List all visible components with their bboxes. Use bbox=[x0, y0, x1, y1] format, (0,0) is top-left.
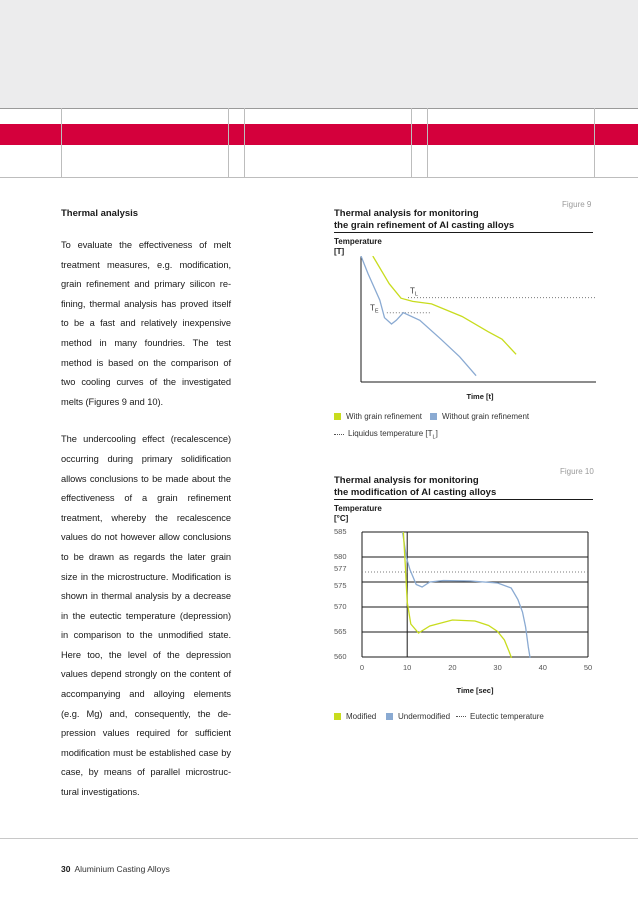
y-tick-label: 560 bbox=[334, 652, 347, 661]
legend-swatch bbox=[334, 413, 341, 420]
legend-label: Liquidus temperature $[T_L]$ bbox=[348, 429, 438, 441]
x-tick-label: 40 bbox=[538, 663, 547, 672]
figure-10-label: Figure 10 bbox=[560, 467, 594, 476]
series-undermodified bbox=[402, 527, 530, 658]
header-divider bbox=[427, 108, 428, 178]
paragraph: The undercooling effect (recalescence) occurring during primary solidification allows conclusions to be made about the effectiveness of a grain refinement treatment, whereby the recalescence values do not however allow conclusions to be drawn as regards the later grain size in the microstructure. Modification is shown in thermal analysis by a decrease in the eutectic temperature (depression) in comparison to the unmodified state. Here too, the level of the depression values depend strongly on the content of accompanying and alloying elements (e.g. Mg) and, consequently, the de-pression values required for sufficient modification must be established case by case, by means of parallel microstruc-tural investigations. bbox=[61, 434, 231, 798]
figure-9-legend-item bbox=[430, 412, 529, 421]
tl-marker: $T_L$ bbox=[410, 286, 418, 298]
figure-9-legend-item bbox=[334, 429, 438, 441]
legend-swatch bbox=[386, 713, 393, 720]
figure-10-title-line: Thermal analysis for monitoring bbox=[334, 475, 479, 486]
y-tick-label: 580 bbox=[334, 552, 347, 561]
figure-10-legend-item bbox=[334, 712, 376, 721]
page-number: 30 bbox=[61, 864, 71, 874]
legend-label: Undermodified bbox=[398, 712, 451, 721]
legend-swatch bbox=[334, 713, 341, 720]
paragraph: To evaluate the effectiveness of melt treatment measures, e.g. modification, grain refinement and primary silicon re-fining, thermal analysis has proved itself to be a fast and relatively inexpensive method in many foundries. The test method is based on the comparison of two cooling curves of the investigated melts (Figures 9 and 10). bbox=[61, 240, 231, 407]
figure-10-title bbox=[334, 475, 496, 499]
figure-10-title-rule bbox=[334, 499, 593, 500]
y-label-line: [T] bbox=[334, 247, 345, 256]
legend-dotted-line bbox=[456, 716, 466, 717]
series-modified bbox=[403, 527, 512, 660]
legend-label: Without grain refinement bbox=[442, 412, 530, 421]
x-axis-label: Time [sec] bbox=[456, 686, 494, 695]
y-tick-label: 565 bbox=[334, 627, 347, 636]
figure-10-legend-item bbox=[386, 712, 450, 721]
figure-9-title bbox=[334, 208, 514, 232]
header-rule-lower bbox=[0, 177, 638, 178]
x-tick-label: 30 bbox=[493, 663, 502, 672]
y-label-line: [°C] bbox=[334, 514, 349, 523]
section-title: Thermal analysis bbox=[61, 208, 139, 219]
header-grey-band bbox=[0, 0, 638, 108]
legend-swatch bbox=[430, 413, 437, 420]
figure-9-y-label bbox=[334, 237, 382, 257]
legend-label: Modified bbox=[346, 712, 377, 721]
legend-label: Eutectic temperature bbox=[470, 712, 544, 721]
figure-10-title-line: the modification of Al casting alloys bbox=[334, 487, 497, 498]
header-divider bbox=[244, 108, 245, 178]
figure-10-legend-item bbox=[456, 712, 544, 721]
header-divider bbox=[61, 108, 62, 178]
header-rule bbox=[0, 108, 638, 109]
y-tick-label: 570 bbox=[334, 602, 347, 611]
y-tick-label: 575 bbox=[334, 581, 347, 590]
x-tick-label: 50 bbox=[583, 663, 593, 672]
footer-rule bbox=[0, 838, 638, 839]
figure-10-y-label bbox=[334, 504, 382, 524]
body-column bbox=[61, 206, 231, 821]
x-axis-label: Time [t] bbox=[466, 392, 494, 401]
header-divider bbox=[411, 108, 412, 178]
page-footer bbox=[61, 864, 170, 874]
footer-title: Aluminium Casting Alloys bbox=[74, 864, 170, 874]
header-divider bbox=[594, 108, 595, 178]
figure-9-chart bbox=[334, 256, 596, 406]
x-tick-label: 0 bbox=[359, 663, 365, 672]
figure-9-title-line: Thermal analysis for monitoring bbox=[334, 208, 479, 219]
legend-label: With grain refinement bbox=[346, 412, 423, 421]
x-tick-label: 20 bbox=[448, 663, 457, 672]
y-tick-label: 577 bbox=[334, 564, 347, 573]
figure-9-label: Figure 9 bbox=[562, 200, 592, 209]
figure-9-title-rule bbox=[334, 232, 593, 233]
header-divider bbox=[228, 108, 229, 178]
legend-dotted-line bbox=[334, 434, 344, 435]
x-tick-label: 10 bbox=[403, 663, 412, 672]
series-with-grain-refinement bbox=[373, 256, 516, 354]
figure-9-title-line: the grain refinement of Al casting alloys bbox=[334, 220, 515, 231]
y-label-line: Temperature bbox=[334, 237, 382, 246]
y-label-line: Temperature bbox=[334, 504, 382, 513]
figure-10-chart bbox=[334, 524, 596, 699]
figure-9-legend-item bbox=[334, 412, 422, 421]
y-tick-label: 585 bbox=[334, 527, 347, 536]
accent-band bbox=[0, 124, 638, 145]
te-marker: $T_E$ bbox=[370, 303, 379, 315]
